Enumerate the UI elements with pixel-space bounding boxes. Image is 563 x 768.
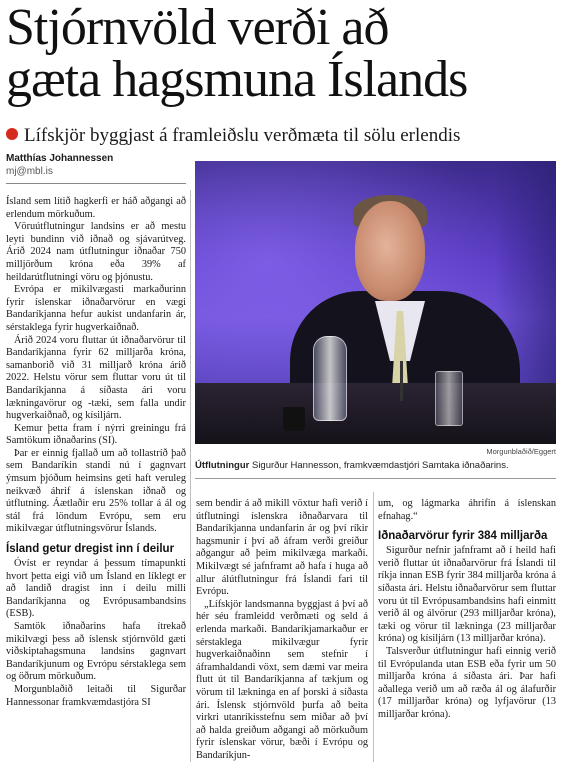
article-photo	[195, 161, 556, 444]
article-column-2	[196, 498, 368, 762]
photo-caption	[195, 460, 556, 472]
article-column-3	[378, 498, 556, 722]
paragraph: Sigurður nefnir jafnframt að í heild hafi verið fluttar út iðnaðarvörur frá Íslandi til ríkja innan ESB fyrir 384 milljarða króna á síðasta ári. Helstu iðnaðarvörur sem fluttar voru út til Evrópusambandsins hafi einmitt verið ál og álvörur (293 milljarðar króna), tæki og vörur til lækninga (23 milljarðar króna) og kísiljárn (13 milljarðar króna).	[378, 545, 556, 645]
paragraph: Þar er einnig fjallað um að tollastríð það sem Bandaríkin standi nú í gagnvart ýmsum þjóðum heimsins geti haft veruleg neikvæð áhrif á íslenskan iðnað og útflutning. Áætlaðir eru 25% tollar á ál og stál frá löndum Evrópu, sem eru mikilvægar útflutningsvörur Íslands.	[6, 447, 186, 535]
caption-lead: Útflutningur	[195, 460, 250, 471]
caption-divider	[195, 478, 556, 479]
subheadline-text: Lífskjör byggjast á framleiðslu verðmæta til sölu erlendis	[24, 125, 461, 146]
paragraph: Árið 2024 voru fluttar út iðnaðarvörur til Bandaríkjanna fyrir 62 milljarða króna, samanborið við 31 milljarð króna árið 2022. Helstu vörur sem fluttar voru út til Bandaríkjanna á síðasta ári voru lækningavörur og -tæki, sem falla undir hugverkaiðnað, og kísiljárn.	[6, 334, 186, 422]
headline	[6, 2, 558, 106]
byline	[6, 152, 186, 178]
byline-divider	[6, 183, 186, 184]
paragraph: Evrópa er mikilvægasti markaðurinn fyrir íslenskar iðnaðarvörur en vægi Bandaríkjanna hefur aukist undanfarin ár, sérstaklega fyrir hugverkaiðnað.	[6, 284, 186, 333]
paragraph: sem bendir á að mikill vöxtur hafi verið í útflutningi íslenskra iðnaðarvara til Bandaríkjanna undanfarin ár og því ríkir hagsmunir í því að áfram verði greiður aðgangur að þeim mikilvæga markaði. Mikilvægt sé jafnframt að hafa í huga að allur álútflutningur frá Íslandi fari til Evrópu.	[196, 498, 368, 598]
person-head	[355, 201, 425, 301]
headline-line-2: gæta hagsmuna Íslands	[6, 51, 468, 108]
coffee-cup	[283, 407, 305, 431]
paragraph: Talsverður útflutningur hafi einnig verið til Evrópulanda utan ESB eða fyrir um 50 milljarða króna á síðasta ári. Þar hafi aðallega verið um að ræða ál og álafurðir (17 milljarðar króna) og lyfjavörur (13 milljarðar króna).	[378, 645, 556, 720]
paragraph: Morgunblaðið leitaði til Sigurðar Hannessonar framkvæmdastjóra SI	[6, 683, 186, 708]
water-bottle	[313, 336, 347, 421]
paragraph: Kemur þetta fram í nýrri greiningu frá Samtökum iðnaðarins (SI).	[6, 422, 186, 447]
author-email[interactable]: mj@mbl.is	[6, 166, 53, 177]
article-column-1	[6, 196, 186, 709]
paragraph: Ísland sem lítið hagkerfi er háð aðgangi að erlendum mörkuðum.	[6, 196, 186, 220]
paragraph: „Lífskjör landsmanna byggjast á því að hér séu framleidd verðmæti og seld á erlenda markaði. Bandaríkjamarkaður er sérstaklega mikilvægur fyrir hugverkaiðnaðinn sem stefnir í áframhaldandi vöxt, sem dæmi var meira flutt út til Bandaríkjanna af tækjum og vörum til lækninga en af þorski á síðasta ári. Íslensk stjórnvöld þurfa að beita virkri utanríkisstefnu sem miðar að því að halda greiðum aðgangi að mörkuðum fyrir íslenskar vörur, bæði í Evrópu og Bandaríkjun-	[196, 598, 368, 761]
paragraph: Vöruútflutningur landsins er að mestu leyti bundinn við iðnað og sjávarútveg. Árið 2024 nam útflutningur iðnaðar 750 milljörðum króna eða 39% af heildarútflutningi vöru og þjónustu.	[6, 221, 186, 283]
paragraph: um, og lágmarka áhrifin á íslenskan efnahag.“	[378, 498, 556, 522]
paragraph: Samtök iðnaðarins hafa ítrekað mikilvægi þess að íslensk stjórnvöld gæti viðskiptahagsmuna landsins gagnvart Bandaríkjunum og Evrópu sérstaklega sem og öðrum mörkuðum.	[6, 621, 186, 683]
caption-text: Sigurður Hannesson, framkvæmdastjóri Samtaka iðnaðarins.	[249, 460, 509, 471]
paragraph: Óvíst er reyndar á þessum tímapunkti hvort þetta eigi við um Ísland en líklegt er að landið dragist inn í deilu milli Bandaríkjanna og Evrópusambandsins (ESB).	[6, 558, 186, 620]
column-divider	[190, 190, 191, 762]
table-surface	[195, 383, 556, 444]
author-name: Matthías Johannessen	[6, 153, 114, 164]
photo-credit: Morgunblaðið/Eggert	[486, 447, 556, 456]
water-glass	[435, 371, 463, 426]
column-divider	[373, 492, 374, 762]
section-heading: Iðnaðarvörur fyrir 384 milljarða	[378, 530, 548, 543]
headline-line-1: Stjórnvöld verði að	[6, 0, 389, 56]
microphone-icon	[400, 361, 403, 401]
subheadline	[6, 125, 558, 147]
section-heading: Ísland getur dregist inn í deilur	[6, 543, 175, 556]
red-bullet-icon	[6, 128, 18, 140]
